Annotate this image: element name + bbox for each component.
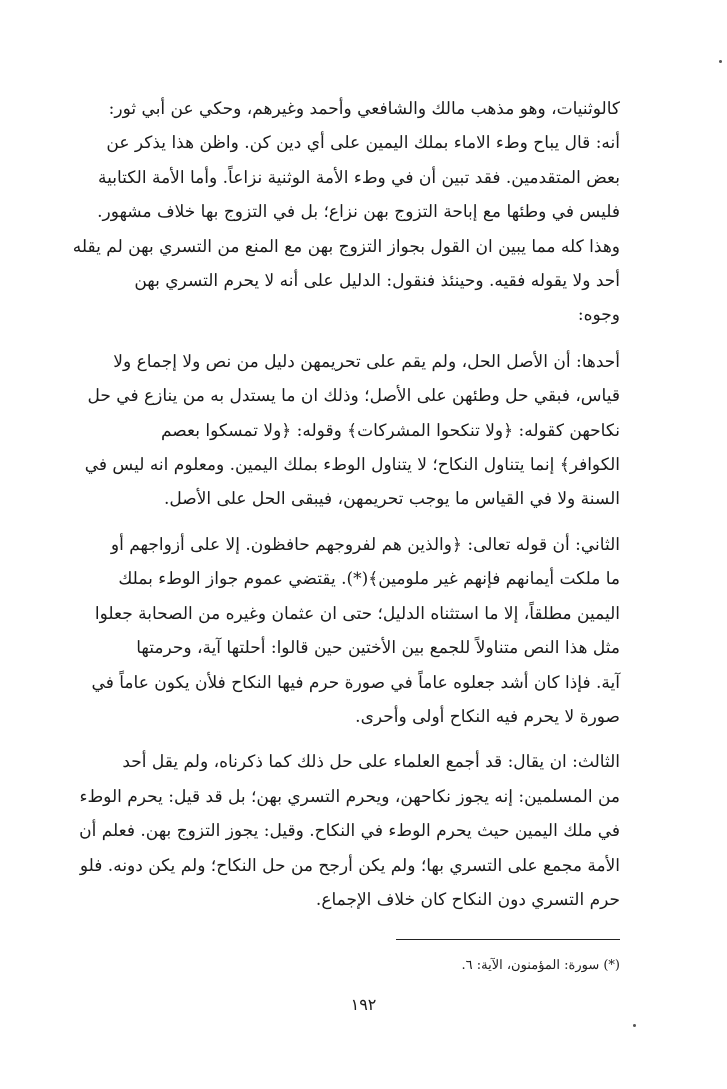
text-line: اليمين مطلقاً، إلا ما استثناه الدليل؛ حتى ان عثمان وغيره من الصحابة جعلوا <box>94 603 620 624</box>
footnote-divider <box>396 939 620 940</box>
text-line: في ملك اليمين حيث يحرم الوطء في النكاح. وقيل: يجوز التزوج بهن. فعلم أن <box>79 821 620 842</box>
paragraph-4 <box>68 745 620 917</box>
paragraph-3 <box>68 528 620 734</box>
page-body <box>68 92 620 917</box>
text-line: صورة لا يحرم فيه النكاح أولى وأحرى. <box>355 706 620 727</box>
paragraph-1 <box>68 92 620 333</box>
text-line: أنه: قال يباح وطء الاماء بملك اليمين على أي دين كن. واظن هذا يذكر عن <box>106 133 620 154</box>
footnote: (*) سورة: المؤمنون، الآية: ٦. <box>461 958 620 973</box>
text-line: قياس، فبقي حل وطئهن على الأصل؛ وذلك ان ما يستدل به من ينازع في حل <box>87 386 620 407</box>
text-line: وهذا كله مما يبين ان القول بجواز التزوج بهن مع المنع من التسري بهن لم يقله <box>72 236 620 257</box>
text-line: السنة ولا في القياس ما يوجب تحريمهن، فيبقى الحل على الأصل. <box>163 489 620 510</box>
text-line: حرم التسري دون النكاح كان خلاف الإجماع. <box>315 889 620 910</box>
page-number: ١٩٢ <box>350 995 377 1014</box>
text-line: الأمة مجمع على التسري بها؛ ولم يكن أرجح من حل النكاح؛ ولم يكن دونه. فلو <box>79 855 620 876</box>
text-line: نكاحهن كقوله: ﴿ولا تنكحوا المشركات﴾ وقوله: ﴿ولا تمسكوا بعصم <box>160 420 620 441</box>
text-line: أحد ولا يقوله فقيه. وحينئذ فنقول: الدليل على أنه لا يحرم التسري بهن <box>134 271 620 292</box>
text-line: بعض المتقدمين. فقد تبين أن في وطء الأمة الوثنية نزاعاً. وأما الأمة الكتابية <box>97 167 620 188</box>
text-line: مثل هذا النص متناولاً للجمع بين الأختين حين قالوا: أحلتها آية، وحرمتها <box>136 638 620 659</box>
text-line: ما ملكت أيمانهم فإنهم غير ملومين﴾(*). يقتضي عموم جواز الوطء بملك <box>118 569 620 590</box>
text-line: فليس في وطئها مع إباحة التزوج بهن نزاع؛ بل في التزوج بها خلاف مشهور. <box>97 202 620 223</box>
text-line: آية. فإذا كان أشد جعلوه عاماً في صورة حرم فيها النكاح فلأن يكون عاماً في <box>91 672 620 693</box>
text-line: وجوه: <box>577 305 620 326</box>
text-line: أحدها: أن الأصل الحل، ولم يقم على تحريمهن دليل من نص ولا إجماع ولا <box>113 351 620 372</box>
text-line: من المسلمين: إنه يجوز نكاحهن، ويحرم التسري بهن؛ بل قد قيل: يحرم الوطء <box>79 786 620 807</box>
text-line: الثالث: ان يقال: قد أجمع العلماء على حل ذلك كما ذكرناه، ولم يقل أحد <box>122 752 620 773</box>
scan-speck <box>633 1024 636 1027</box>
scan-speck <box>719 60 722 63</box>
text-line: الثاني: أن قوله تعالى: ﴿والذين هم لفروجهم حافظون. إلا على أزواجهم أو <box>110 534 620 555</box>
paragraph-2 <box>68 345 620 517</box>
text-line: الكوافر﴾ إنما يتناول النكاح؛ لا يتناول الوطء بملك اليمين. ومعلوم انه ليس في <box>84 455 620 476</box>
text-line: كالوثنيات، وهو مذهب مالك والشافعي وأحمد وغيرهم، وحكي عن أبي ثور: <box>108 99 620 119</box>
